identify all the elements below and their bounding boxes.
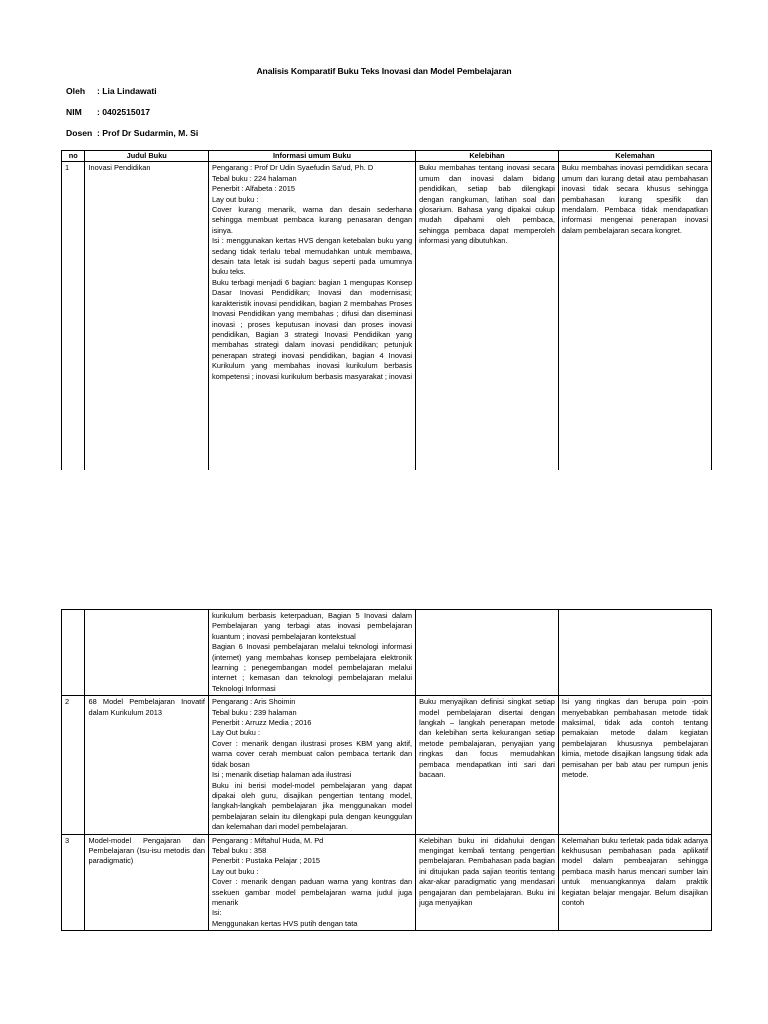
info-paragraph: Cover : menarik dengan paduan warna yang kontras dan ssekuen gambar model pembelajaran warna judul juga menarik bbox=[211, 877, 413, 907]
cell-info bbox=[208, 696, 415, 834]
lecturer-label: Dosen bbox=[66, 128, 93, 138]
author-label: Oleh bbox=[66, 86, 86, 96]
cell-info bbox=[208, 834, 415, 931]
info-line: Isi ; menarik disetiap halaman ada ilustrasi bbox=[211, 770, 352, 780]
info-line: Penerbit : Arruzz Media ; 2016 bbox=[211, 718, 312, 728]
info-line: Penerbit : Pustaka Pelajar ; 2015 bbox=[211, 856, 320, 866]
cell-kelemahan: Isi yang ringkas dan berupa poin -poin menyebabkan pembahasan metode tidak maksimal, tidak ada contoh tentang pemakaian metode dalam kegiatan pembelajaran khususnya pembelajaran kimia, metode disajikan langsung tidak ada pemisahan per bab atau per rumpun jenis metode. bbox=[558, 696, 711, 834]
cell-judul: 68 Model Pembelajaran Inovatif dalam Kurikulum 2013 bbox=[85, 696, 208, 834]
author-line bbox=[66, 86, 157, 96]
document-page-1 bbox=[0, 0, 768, 470]
info-line: Pengarang : Miftahul Huda, M. Pd bbox=[211, 835, 324, 845]
info-paragraph: Isi : menggunakan kertas HVS dengan ketebalan buku yang sedang tidak terlalu tebal memudahkan untuk membawa, desain tata letak isi sudah bagus seperti pada umumnya buku teks. bbox=[211, 236, 413, 277]
info-paragraph: kurikulum berbasis keterpaduan, Bagian 5 Inovasi dalam Pembelajaran yang terbagi atas inovasi pembelajaran kuantum ; inovasi pembelajaran kontekstual bbox=[211, 611, 413, 641]
author-value: : Lia Lindawati bbox=[97, 86, 157, 96]
comparison-table-part-2 bbox=[61, 609, 712, 931]
table-row bbox=[62, 162, 712, 473]
header-no: no bbox=[62, 151, 85, 162]
table-row bbox=[62, 834, 712, 931]
document-title: Analisis Komparatif Buku Teks Inovasi dan Model Pembelajaran bbox=[256, 66, 512, 76]
info-line: Tebal buku : 224 halaman bbox=[211, 173, 297, 183]
info-paragraph: Bagian 6 Inovasi pembelajaran melalui teknologi informasi (internet) yang membahas konsep pembelajara elektronik learning ; penegembangan model pembelajaran melalui internet ; kemasan dan teknologi pembelajaran melalui Teknologi Informasi bbox=[211, 642, 413, 693]
cell-no: 3 bbox=[62, 834, 85, 931]
cell-no bbox=[62, 610, 85, 696]
info-line: Pengarang : Prof Dr Udin Syaefudin Sa'ud, Ph. D bbox=[211, 163, 374, 173]
cell-kelemahan bbox=[558, 610, 711, 696]
document-page-2 bbox=[0, 590, 768, 1024]
cell-judul bbox=[85, 610, 208, 696]
page-gap bbox=[0, 470, 768, 590]
info-line: Tebal buku : 358 bbox=[211, 845, 267, 855]
header-informasi-umum: Informasi umum Buku bbox=[208, 151, 415, 162]
cell-no: 2 bbox=[62, 696, 85, 834]
comparison-table-part-1 bbox=[61, 150, 712, 473]
info-paragraph: Menggunakan kertas HVS putih dengan tata bbox=[211, 918, 358, 928]
info-line: Lay Out buku : bbox=[211, 728, 261, 738]
table-row bbox=[62, 696, 712, 834]
info-line: Pengarang : Aris Shoimin bbox=[211, 697, 296, 707]
info-line: Penerbit : Alfabeta : 2015 bbox=[211, 184, 295, 194]
nim-value: : 0402515017 bbox=[97, 107, 151, 117]
cell-info bbox=[208, 610, 415, 696]
cell-kelebihan: Buku menyajikan definisi singkat setiap model pembelajaran disertai dengan langkah – langkah penerapan metode dan kelebihan serta kekurangan setiap metode pembalajaran, penyajian yang ringkas dan focus memudahkan pembaca mendapatkan inti sari dari bacaan. bbox=[416, 696, 559, 834]
cell-no: 1 bbox=[62, 162, 85, 473]
cell-judul: Model-model Pengajaran dan Pembelajaran (Isu-isu metodis dan paradigmatic) bbox=[85, 834, 208, 931]
info-paragraph: Cover : menarik dengan ilustrasi proses KBM yang aktif, warna cover cerah membuat calon pembaca tertarik dan tidak bosan bbox=[211, 738, 413, 769]
cell-kelemahan: Kelemahan buku terletak pada tidak adanya kekhususan pembahasan pada aplikatif model dalam pembeajaran sehingga pembaca masih harus mencari sumber lain untuk menuangkannya dalam praktik kegiatan belajar mengajar. Belum disajikan contoh bbox=[558, 834, 711, 931]
cell-kelemahan: Buku membahas inovasi pemdidikan secara umum dan kurang detail atau pembahasan inovasi tidak secara khusus sehingga pembahasan kurang spesifik dan mendalam. Pembaca tidak mendapatkan informasi mengenai penerapan inovasi dalam pembelajaran secara kongret. bbox=[558, 162, 711, 473]
info-line: Tebal buku : 239 halaman bbox=[211, 707, 297, 717]
cell-kelebihan: Buku membahas tentang inovasi secara umum dan inovasi dalam bidang pendidikan, setiap bab dilengkapi dengan rangkuman, latihan soal dan glosarium. Bahasa yang dipakai cukup mudah dipahami oleh pembaca, sehingga pembaca dapat memperoleh informasi yang dibutuhkan. bbox=[416, 162, 559, 473]
cell-info bbox=[208, 162, 415, 473]
cell-kelebihan bbox=[416, 610, 559, 696]
header-judul-buku: Judul Buku bbox=[85, 151, 208, 162]
lecturer-line bbox=[66, 128, 198, 138]
nim-line bbox=[66, 107, 150, 117]
info-paragraph: Buku terbagi menjadi 6 bagian: bagian 1 mengupas Konsep Dasar Inovasi Pendidikan; Inovasi dan modernisasi; karakteristik inovasi pendidikan, bagian 2 membahas Proses Inovasi Pendidikan yang membahas ; difusi dan diseminasi inovasi ; proses keputusan inovasi dan proses inovasi pendidikan, Bagian 3 strategi Inovasi Pendidikan yang membahas strategi dalam inovasi pendidikan; petunjuk penerapan strategi inovasi pendidikan, bagian 4 Inovasi Kurikulum yang membahas inovasi kurikulum berbasis kompetensi ; inovasi kurikulum berbasis masyarakat ; inovasi bbox=[211, 277, 413, 381]
info-line: Lay out buku : bbox=[211, 194, 259, 204]
table-header-row bbox=[62, 151, 712, 162]
info-paragraph: Buku ini berisi model-model pembelajaran yang dapat dipakai oleh guru, disajikan pengertian tentang model, langkah-langkah pembelajaran jika menggunakan model pembelajaran selain itu dilengkapi pula dengan keunggulan dan kelemahan dari model pembelajaran. bbox=[211, 780, 413, 832]
lecturer-value: : Prof Dr Sudarmin, M. Si bbox=[97, 128, 199, 138]
cell-judul: Inovasi Pendidikan bbox=[85, 162, 208, 473]
nim-label: NIM bbox=[66, 107, 82, 117]
cell-kelebihan: Kelebihan buku ini didahului dengan mengingat kembali tentang pengertian pembelajaran. Pembahasan pada bagian ini ditujukan pada sajian teoritis tentang akar-akar paradigmatic yang mendasari pengajaran dan pembelajaran. Buku ini juga menyajikan bbox=[416, 834, 559, 931]
info-paragraph: Cover kurang menarik, warna dan desain sederhana sehingga membuat pembaca kurang penasaran dengan isinya. bbox=[211, 205, 413, 235]
header-kelebihan: Kelebihan bbox=[416, 151, 559, 162]
info-line: Lay out buku : bbox=[211, 866, 259, 876]
header-kelemahan: Kelemahan bbox=[558, 151, 711, 162]
info-line: Isi: bbox=[211, 908, 222, 918]
table-row bbox=[62, 610, 712, 696]
